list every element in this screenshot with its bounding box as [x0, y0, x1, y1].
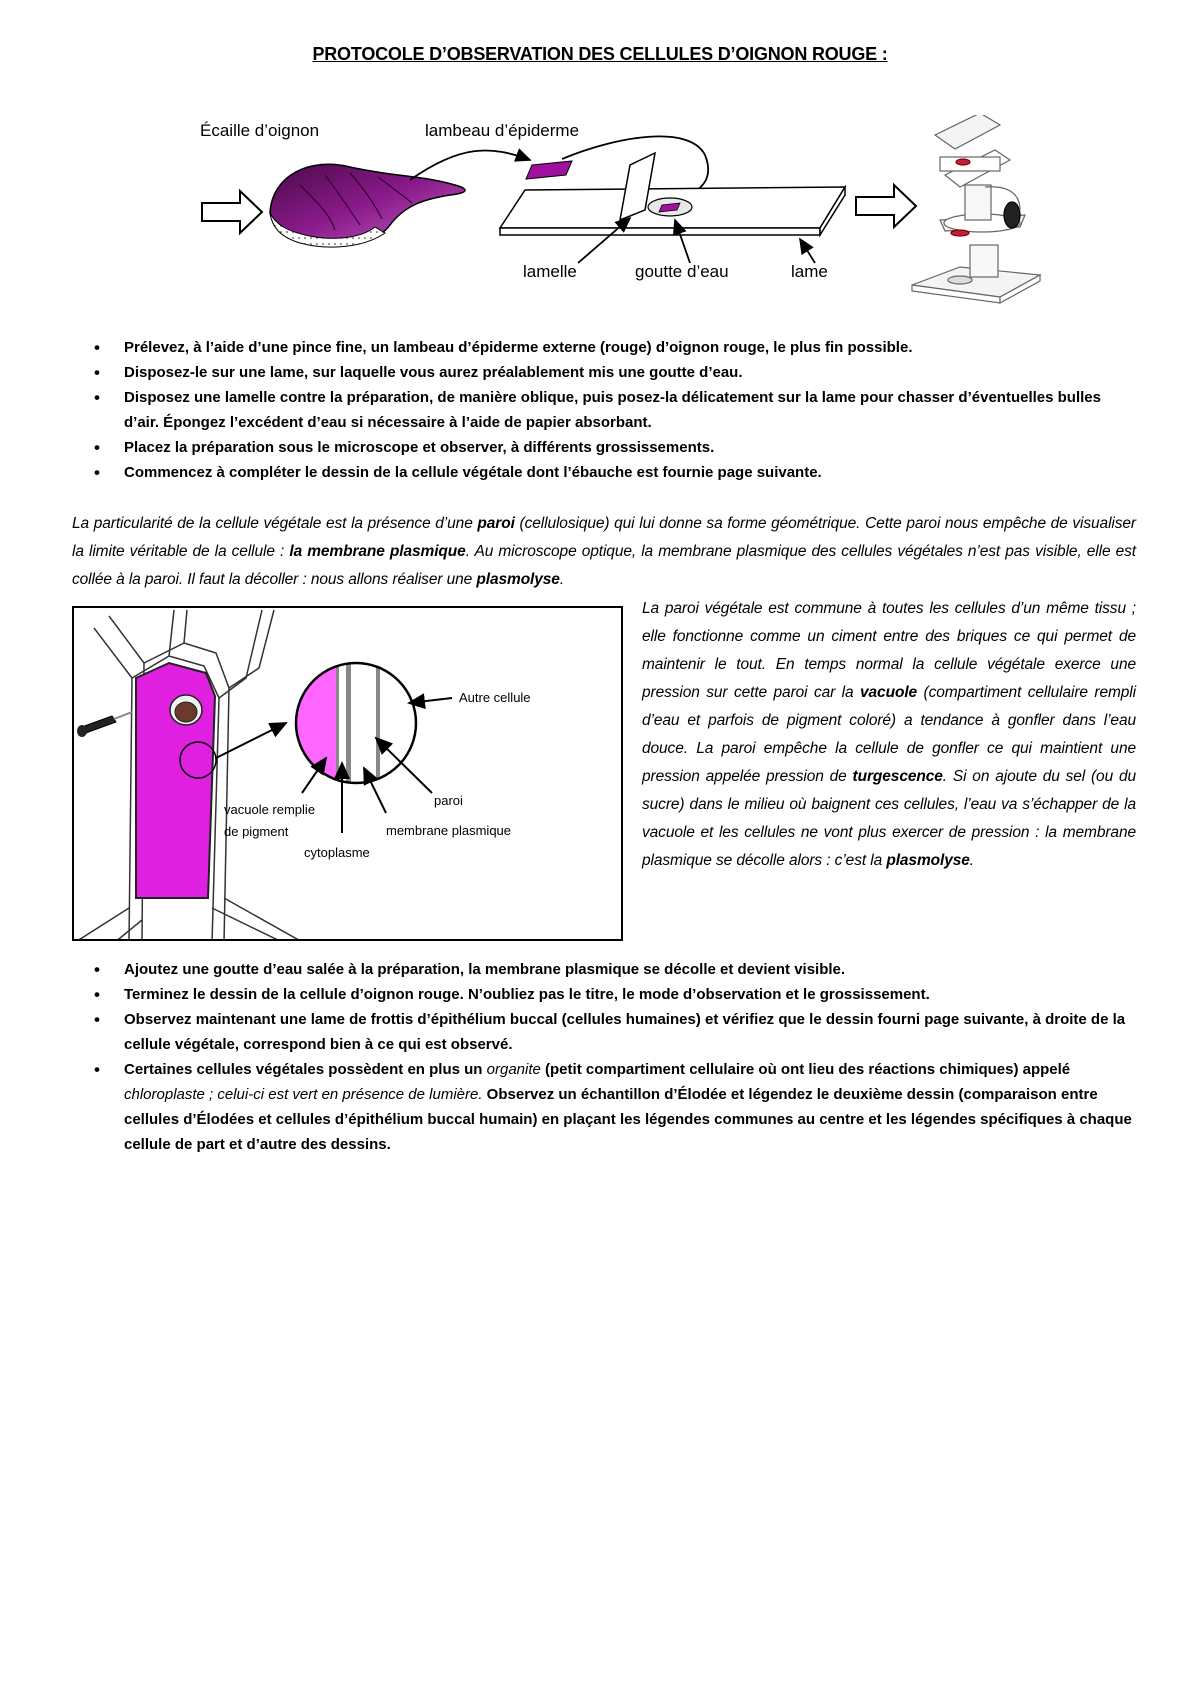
page-title: PROTOCOLE D’OBSERVATION DES CELLULES D’OIGNON ROUGE : [312, 44, 888, 64]
list-item: • Commencez à compléter le dessin de la cellule végétale dont l’ébauche est fournie page suivante. [92, 460, 1137, 485]
label-slide: lame [791, 262, 828, 281]
epidermis-strip-icon [526, 161, 572, 179]
text-run: . Si on ajoute du sel (ou du sucre) dans le milieu où baignent ces cellules, l’eau va s’échapper de la vacuole et les cellules ne vont plus exercer de pression : la membrane plasmique se décolle alors : c’est la [642, 768, 1136, 869]
list-item: • Ajoutez une goutte d’eau salée à la préparation, la membrane plasmique se décolle et devient visible. [92, 957, 1137, 982]
keyword-membrane: la membrane plasmique [289, 543, 466, 560]
label-wall: paroi [434, 793, 463, 808]
microscope-icon [912, 115, 1040, 303]
keyword-paroi: paroi [477, 515, 515, 532]
text-run: Certaines cellules végétales possèdent en plus un [124, 1061, 487, 1078]
label-vacuole-1: vacuole remplie [224, 802, 316, 817]
arrow-right-icon [856, 185, 916, 227]
label-onion-scale: Écaille d’oignon [200, 121, 320, 140]
list-item: • Disposez une lamelle contre la préparation, de manière oblique, puis posez-la délicatement sur la lame pour chasser d’éventuelles bulles d’air. Épongez l’excédent d’eau si nécessaire à l’aide de papier absorbant. [92, 385, 1137, 435]
text-run: (petit compartiment cellulaire où ont lieu des réactions chimiques) appelé [540, 1061, 1071, 1078]
label-water-drop: goutte d’eau [635, 262, 729, 281]
needle-icon [77, 712, 132, 737]
label-cytoplasm: cytoplasme [304, 845, 370, 860]
text-run: (compartiment cellulaire rempli d’eau et parfois de pigment coloré) a tendance à gonfler dans l’eau douce. La paroi empêche la cellule de gonfler ce qui maintient une pression appelée pression de [642, 684, 1136, 785]
text-run: . [559, 571, 565, 588]
curved-arrow-icon [410, 150, 530, 180]
keyword-chloroplaste: chloroplaste ; celui-ci est vert en présence de lumière. [124, 1086, 483, 1103]
text-run: . [969, 852, 974, 869]
keyword-plasmolyse: plasmolyse [886, 852, 970, 869]
keyword-organite: organite [486, 1061, 541, 1078]
text-run: La particularité de la cellule végétale est la présence d’une [72, 515, 478, 532]
list-item: • Disposez-le sur une lame, sur laquelle vous aurez préalablement mis une goutte d’eau. [92, 360, 1137, 385]
steps-list-2 [92, 957, 1137, 1157]
intro-paragraph [72, 510, 1136, 594]
label-other-cell: Autre cellule [459, 690, 531, 705]
preparation-diagram [200, 115, 1160, 340]
list-item: • Placez la préparation sous le microscope et observer, à différents grossissements. [92, 435, 1137, 460]
keyword-plasmolyse: plasmolyse [476, 571, 560, 588]
text-run: . Au microscope optique, la membrane plasmique des cellules végétales n’est pas visible, elle est collée à la paroi. Il faut la décoller : nous allons réaliser une [72, 543, 1137, 588]
list-item: • Observez maintenant une lame de frottis d’épithélium buccal (cellules humaines) et vérifiez que le dessin fourni page suivante, à droite de la cellule végétale, correspond bien à ce qui est observé. [92, 1007, 1137, 1057]
label-epidermis-strip: lambeau d’épiderme [425, 121, 580, 140]
label-membrane: membrane plasmique [386, 823, 512, 838]
list-item [92, 1057, 1137, 1157]
text-run: La paroi végétale est commune à toutes les cellules d’un même tissu ; elle fonctionne comme un ciment entre des briques ce qui permet de maintenir le tout. En temps normal la cellule végétale exerce une pression sur cette paroi car la [642, 600, 1136, 701]
onion-scale-icon [270, 164, 465, 247]
cell-diagram [72, 606, 623, 941]
keyword-vacuole: vacuole [860, 684, 918, 701]
arrow-left-icon [202, 191, 262, 233]
side-paragraph [642, 595, 1136, 875]
list-item: • Terminez le dessin de la cellule d’oignon rouge. N’oubliez pas le titre, le mode d’observation et le grossissement. [92, 982, 1137, 1007]
keyword-turgescence: turgescence [852, 768, 943, 785]
text-run: Observez un échantillon d’Élodée et légendez le deuxième dessin (comparaison entre cellules d’Élodées et cellules d’épithélium buccal humain) en plaçant les légendes communes au centre et les légendes spécifiques à chaque cellule de part et d’autre des dessins. [124, 1086, 1132, 1153]
list-item: • Prélevez, à l’aide d’une pince fine, un lambeau d’épiderme externe (rouge) d’oignon rouge, le plus fin possible. [92, 335, 1137, 360]
label-vacuole-2: de pigment [224, 824, 289, 839]
steps-list-1 [92, 335, 1137, 485]
text-run: (cellulosique) qui lui donne sa forme géométrique. Cette paroi nous empêche de visualiser la limite véritable de la cellule : [72, 515, 1136, 560]
label-coverslip: lamelle [523, 262, 577, 281]
